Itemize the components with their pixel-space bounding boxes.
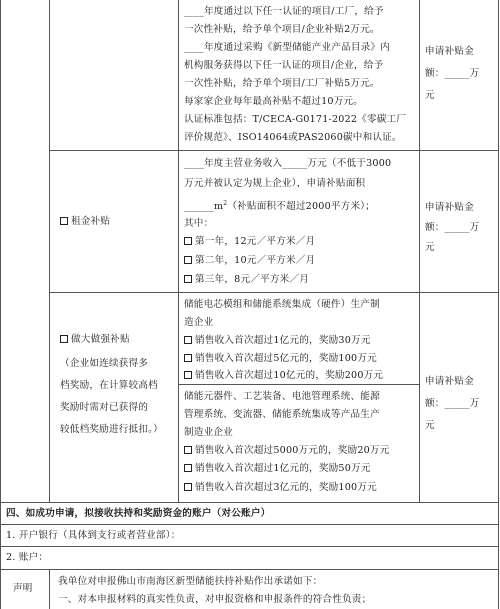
cert-line-8: 评价规范》、ISO14064或PAS2060碳中和认证。 (184, 132, 402, 143)
row-divider-account (0, 546, 498, 547)
section-4-title: 四、如成功申请，拟接收扶持和奖励资金的账户（对公账户） (6, 508, 271, 519)
declaration-label: 声明 (13, 583, 33, 594)
grow-sub1-line-1: 储能电芯模组和储能系统集成（硬件）生产制 (184, 299, 380, 310)
rent-year3-checkbox[interactable] (184, 275, 192, 283)
grow-sub2-opt3-checkbox[interactable] (184, 483, 192, 491)
column-divider-3 (419, 0, 420, 502)
declaration-line-2: 一、对本申报材料的真实性负责，对申报资格和申报条件的符合性负责； (58, 594, 372, 605)
grow-amount-field[interactable]: 额：_____万 (425, 398, 480, 409)
grow-note-4: 较低档奖励进行抵扣。） (60, 424, 163, 435)
grow-sub1-option-3[interactable] (184, 368, 383, 384)
cert-line-5: 一次性补贴，给予单个项目/工厂补贴5万元。 (184, 78, 380, 89)
rent-amount-line-1: 申请补贴金 (425, 202, 474, 213)
cert-line-7: 认证标准包括：T/CECA-G0171-2022《零碳工厂 (184, 114, 407, 125)
grow-sub1-line-2: 造企业 (184, 317, 214, 328)
rent-area-unit-sup: 2 (223, 200, 228, 207)
rent-line-2: 万元并被认定为规上企业），申请补贴面积 (184, 178, 366, 189)
rent-line-3 (184, 196, 375, 215)
cert-line-3: ____年度通过采购《新型储能产业产品目录》内 (184, 42, 391, 53)
row-divider-rent-end (49, 292, 498, 293)
cert-line-6: 每家家企业每年最高补贴不超过10万元。 (184, 96, 364, 107)
grow-note-1: （企业如连续获得多 (60, 358, 149, 369)
rent-option-year1[interactable] (184, 234, 315, 250)
table-border-right (498, 0, 499, 609)
row-divider-cert-end (49, 150, 498, 151)
rent-line-4: 其中： (184, 218, 214, 229)
account-number-field[interactable]: 2. 账户： (6, 552, 49, 563)
grow-sub2-line-1: 储能元器件、工艺装备、电池管理系统、能源 (184, 391, 380, 402)
rent-year2-label: 第二年，10元／平方米／月 (195, 255, 316, 266)
row-divider-bank (0, 524, 498, 525)
cert-line-2: 一次性补贴，给予单个项目/企业补贴2万元。 (184, 24, 380, 35)
grow-note-3: 奖励时需对已获得的 (60, 402, 149, 413)
grow-sub1-opt1-checkbox[interactable] (184, 336, 192, 344)
bank-name-field[interactable]: 1. 开户银行（具体到支行或者营业部）： (6, 530, 181, 541)
column-divider-1 (49, 0, 50, 502)
rent-area-field[interactable]: ______m (184, 201, 224, 213)
grow-subsidy-label-text: 做大做强补贴 (71, 334, 130, 345)
grow-sub1-option-1[interactable] (184, 333, 371, 349)
rent-year3-label: 第三年，8元／平方米／月 (195, 274, 310, 285)
cert-line-1: ____年度通过以下任一认证的项目/工厂，给予 (184, 6, 384, 17)
grow-amount-line-3: 元 (425, 420, 435, 431)
rent-line-1: ____年度主营业务收入_____万元（不低于3000 (184, 158, 392, 169)
grow-sub2-line-3: 制造业企业 (184, 427, 233, 438)
rent-option-year2[interactable] (184, 253, 315, 269)
grow-sub2-option-2[interactable] (184, 461, 371, 477)
cert-line-4: 机构服务获得以下任一认证的项目/企业，给予 (184, 60, 384, 71)
grow-sub2-opt2-label: 销售收入首次超过1亿元的，奖励50万元 (195, 463, 371, 474)
rent-amount-line-3: 元 (425, 242, 435, 253)
cert-amount-line-1: 申请补贴金 (425, 46, 474, 57)
rent-subsidy-checkbox[interactable] (60, 217, 68, 225)
cert-amount-line-3: 元 (425, 90, 435, 101)
grow-sub2-opt2-checkbox[interactable] (184, 464, 192, 472)
declaration-divider (49, 569, 50, 609)
grow-note-2: 档奖励，在计算较高档 (60, 380, 158, 391)
cert-amount-field[interactable]: 额：_____万 (425, 68, 480, 79)
rent-option-year3[interactable] (184, 272, 309, 288)
grow-sub1-opt1-label: 销售收入首次超过1亿元的，奖励30万元 (195, 335, 371, 346)
column-divider-2 (178, 0, 179, 502)
rent-year1-label: 第一年，12元／平方米／月 (195, 236, 316, 247)
grow-sub1-opt2-checkbox[interactable] (184, 354, 192, 362)
grow-sub2-opt3-label: 销售收入首次超过3亿元的，奖励100万元 (195, 482, 377, 493)
row-divider-section4 (0, 502, 498, 503)
rent-year2-checkbox[interactable] (184, 256, 192, 264)
grow-sub2-line-2: 管理系统、变流器、储能系统集成等产品生产 (184, 409, 380, 420)
row-divider-grow-sub (178, 384, 419, 385)
grow-subsidy-label[interactable] (60, 332, 130, 348)
grow-sub1-opt3-label: 销售收入首次超过10亿元的，奖励200万元 (195, 370, 384, 381)
grow-sub2-option-3[interactable] (184, 480, 377, 496)
grow-subsidy-checkbox[interactable] (60, 335, 68, 343)
grow-sub2-option-1[interactable] (184, 443, 390, 459)
grow-sub2-opt1-label: 销售收入首次超过5000万元的，奖励20万元 (195, 445, 390, 456)
grow-amount-line-1: 申请补贴金 (425, 376, 474, 387)
rent-subsidy-label-text: 租金补贴 (71, 216, 111, 227)
grow-sub1-option-2[interactable] (184, 351, 377, 367)
rent-year1-checkbox[interactable] (184, 237, 192, 245)
rent-area-note: （补贴面积不超过2000平方米）； (227, 201, 376, 213)
grow-sub2-opt1-checkbox[interactable] (184, 446, 192, 454)
rent-subsidy-label[interactable] (60, 214, 110, 230)
row-divider-declaration (0, 569, 498, 570)
grow-sub1-opt2-label: 销售收入首次超过5亿元的，奖励100万元 (195, 353, 377, 364)
declaration-line-1: 我单位对申报佛山市南海区新型储能扶持补贴作出承诺如下： (58, 576, 323, 587)
table-border-left (0, 0, 1, 609)
rent-amount-field[interactable]: 额：_____万 (425, 222, 480, 233)
grow-sub1-opt3-checkbox[interactable] (184, 371, 192, 379)
